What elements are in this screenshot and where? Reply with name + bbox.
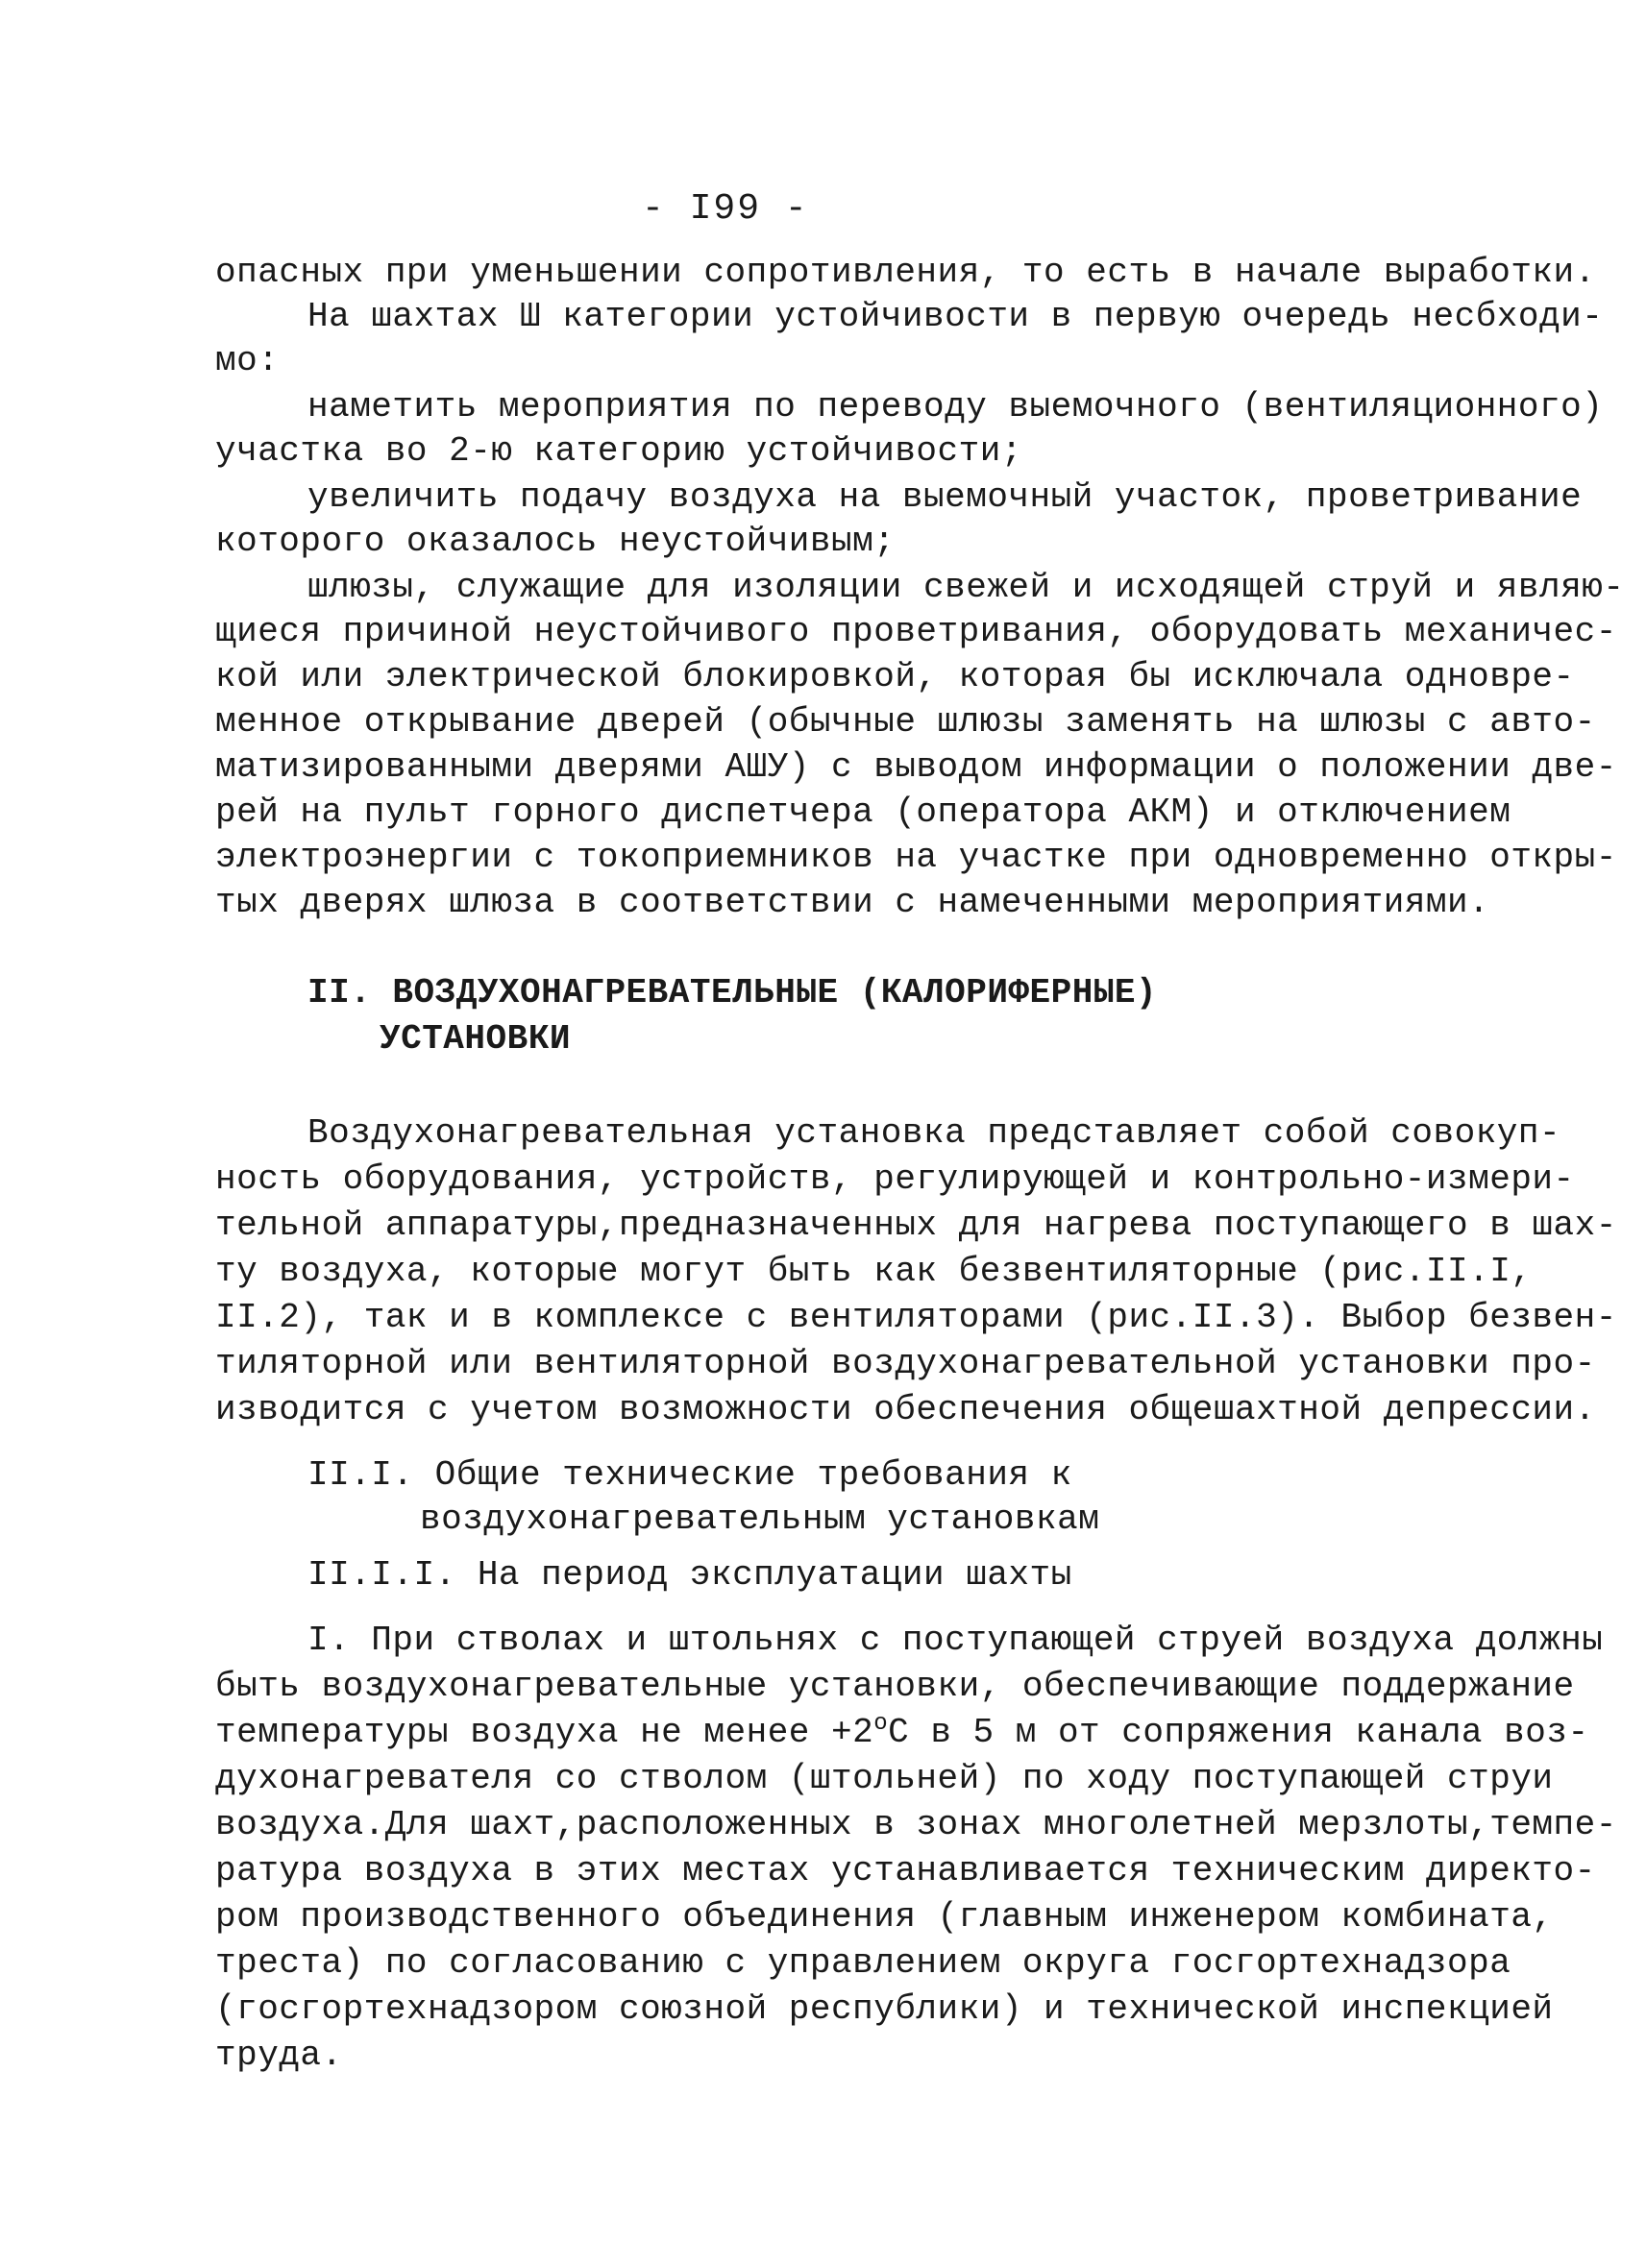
paragraph-line: I. При стволах и штольнях с поступающей струей воздуха должны [307,1621,1604,1660]
list-item-line: наметить мероприятия по переводу выемочного (вентиляционного) [307,387,1604,427]
paragraph-line: изводится с учетом возможности обеспечения общешахтной депрессии. [215,1390,1596,1429]
list-item-line: щиеся причиной неустойчивого проветривания, оборудовать механичес- [215,612,1617,651]
list-item-line: рей на пульт горного диспетчера (оператора АКМ) и отключением [215,793,1511,832]
paragraph-line: тиляторной или вентиляторной воздухонагревательной установки про- [215,1344,1596,1383]
intro-line: На шахтах Ш категории устойчивости в первую очередь несбходи- [307,297,1604,336]
list-item-line: участка во 2-ю категорию устойчивости; [215,431,1022,471]
list-item-line: которого оказалось неустойчивым; [215,522,896,561]
list-item-line: шлюзы, служащие для изоляции свежей и исходящей струй и являю- [307,568,1625,607]
paragraph-line: ратура воздуха в этих местах устанавливается техническим директо- [215,1851,1596,1890]
list-item-line: увеличить подачу воздуха на выемочный участок, проветривание [307,477,1583,517]
temperature-text-cont: С в 5 м от сопряжения канала воз- [888,1713,1589,1752]
paragraph-line: (госгортехнадзором союзной республики) и технической инспекцией [215,1989,1554,2029]
paragraph-line: тельной аппаратуры,предназначенных для нагрева поступающего в шах- [215,1206,1617,1245]
list-item-line: кой или электрической блокировкой, которая бы исключала одновре- [215,657,1575,696]
sub-subsection-heading: II.I.I. На период эксплуатации шахты [307,1555,1072,1595]
paragraph-line: ту воздуха, которые могут быть как безвентиляторные (рис.II.I, [215,1252,1533,1291]
intro-line: мо: [215,341,280,380]
paragraph-line: II.2), так и в комплексе с вентиляторами (рис.II.3). Выбор безвен- [215,1298,1617,1337]
page-number: - I99 - [642,188,809,230]
list-item-line: тых дверях шлюза в соответствии с намеченными мероприятиями. [215,883,1490,922]
paragraph-line: ром производственного объединения (главным инженером комбината, [215,1897,1554,1937]
intro-line: опасных при уменьшении сопротивления, то есть в начале выработки. [215,253,1596,292]
subsection-heading: II.I. Общие технические требования к [307,1455,1072,1495]
list-item-line: электроэнергии с токоприемников на участке при одновременно откры- [215,838,1617,877]
paragraph-line: воздуха.Для шахт,расположенных в зонах многолетней мерзлоты,темпе- [215,1805,1617,1844]
paragraph-line: треста) по согласованию с управлением округа госгортехнадзора [215,1943,1511,1983]
paragraph-line: духонагревателя со стволом (штольней) по ходу поступающей струи [215,1759,1554,1798]
paragraph-line: ность оборудования, устройств, регулирующей и контрольно-измери- [215,1159,1575,1199]
list-item-line: менное открывание дверей (обычные шлюзы заменять на шлюзы с авто- [215,702,1596,742]
temperature-text: температуры воздуха не менее +2 [215,1713,874,1752]
subsection-heading: воздухонагревательным установкам [420,1500,1100,1539]
section-heading: II. ВОЗДУХОНАГРЕВАТЕЛЬНЫЕ (КАЛОРИФЕРНЫЕ) [307,973,1158,1012]
list-item-line: матизированными дверями АШУ) с выводом информации о положении две- [215,747,1617,787]
degree-superscript: о [873,1711,889,1737]
paragraph-line: Воздухонагревательная установка представляет собой совокуп- [307,1113,1561,1153]
paragraph-line: труда. [215,2036,343,2075]
section-heading: УСТАНОВКИ [380,1019,571,1059]
paragraph-line: быть воздухонагревательные установки, обеспечивающие поддержание [215,1667,1575,1706]
paragraph-line [215,1712,1589,1754]
